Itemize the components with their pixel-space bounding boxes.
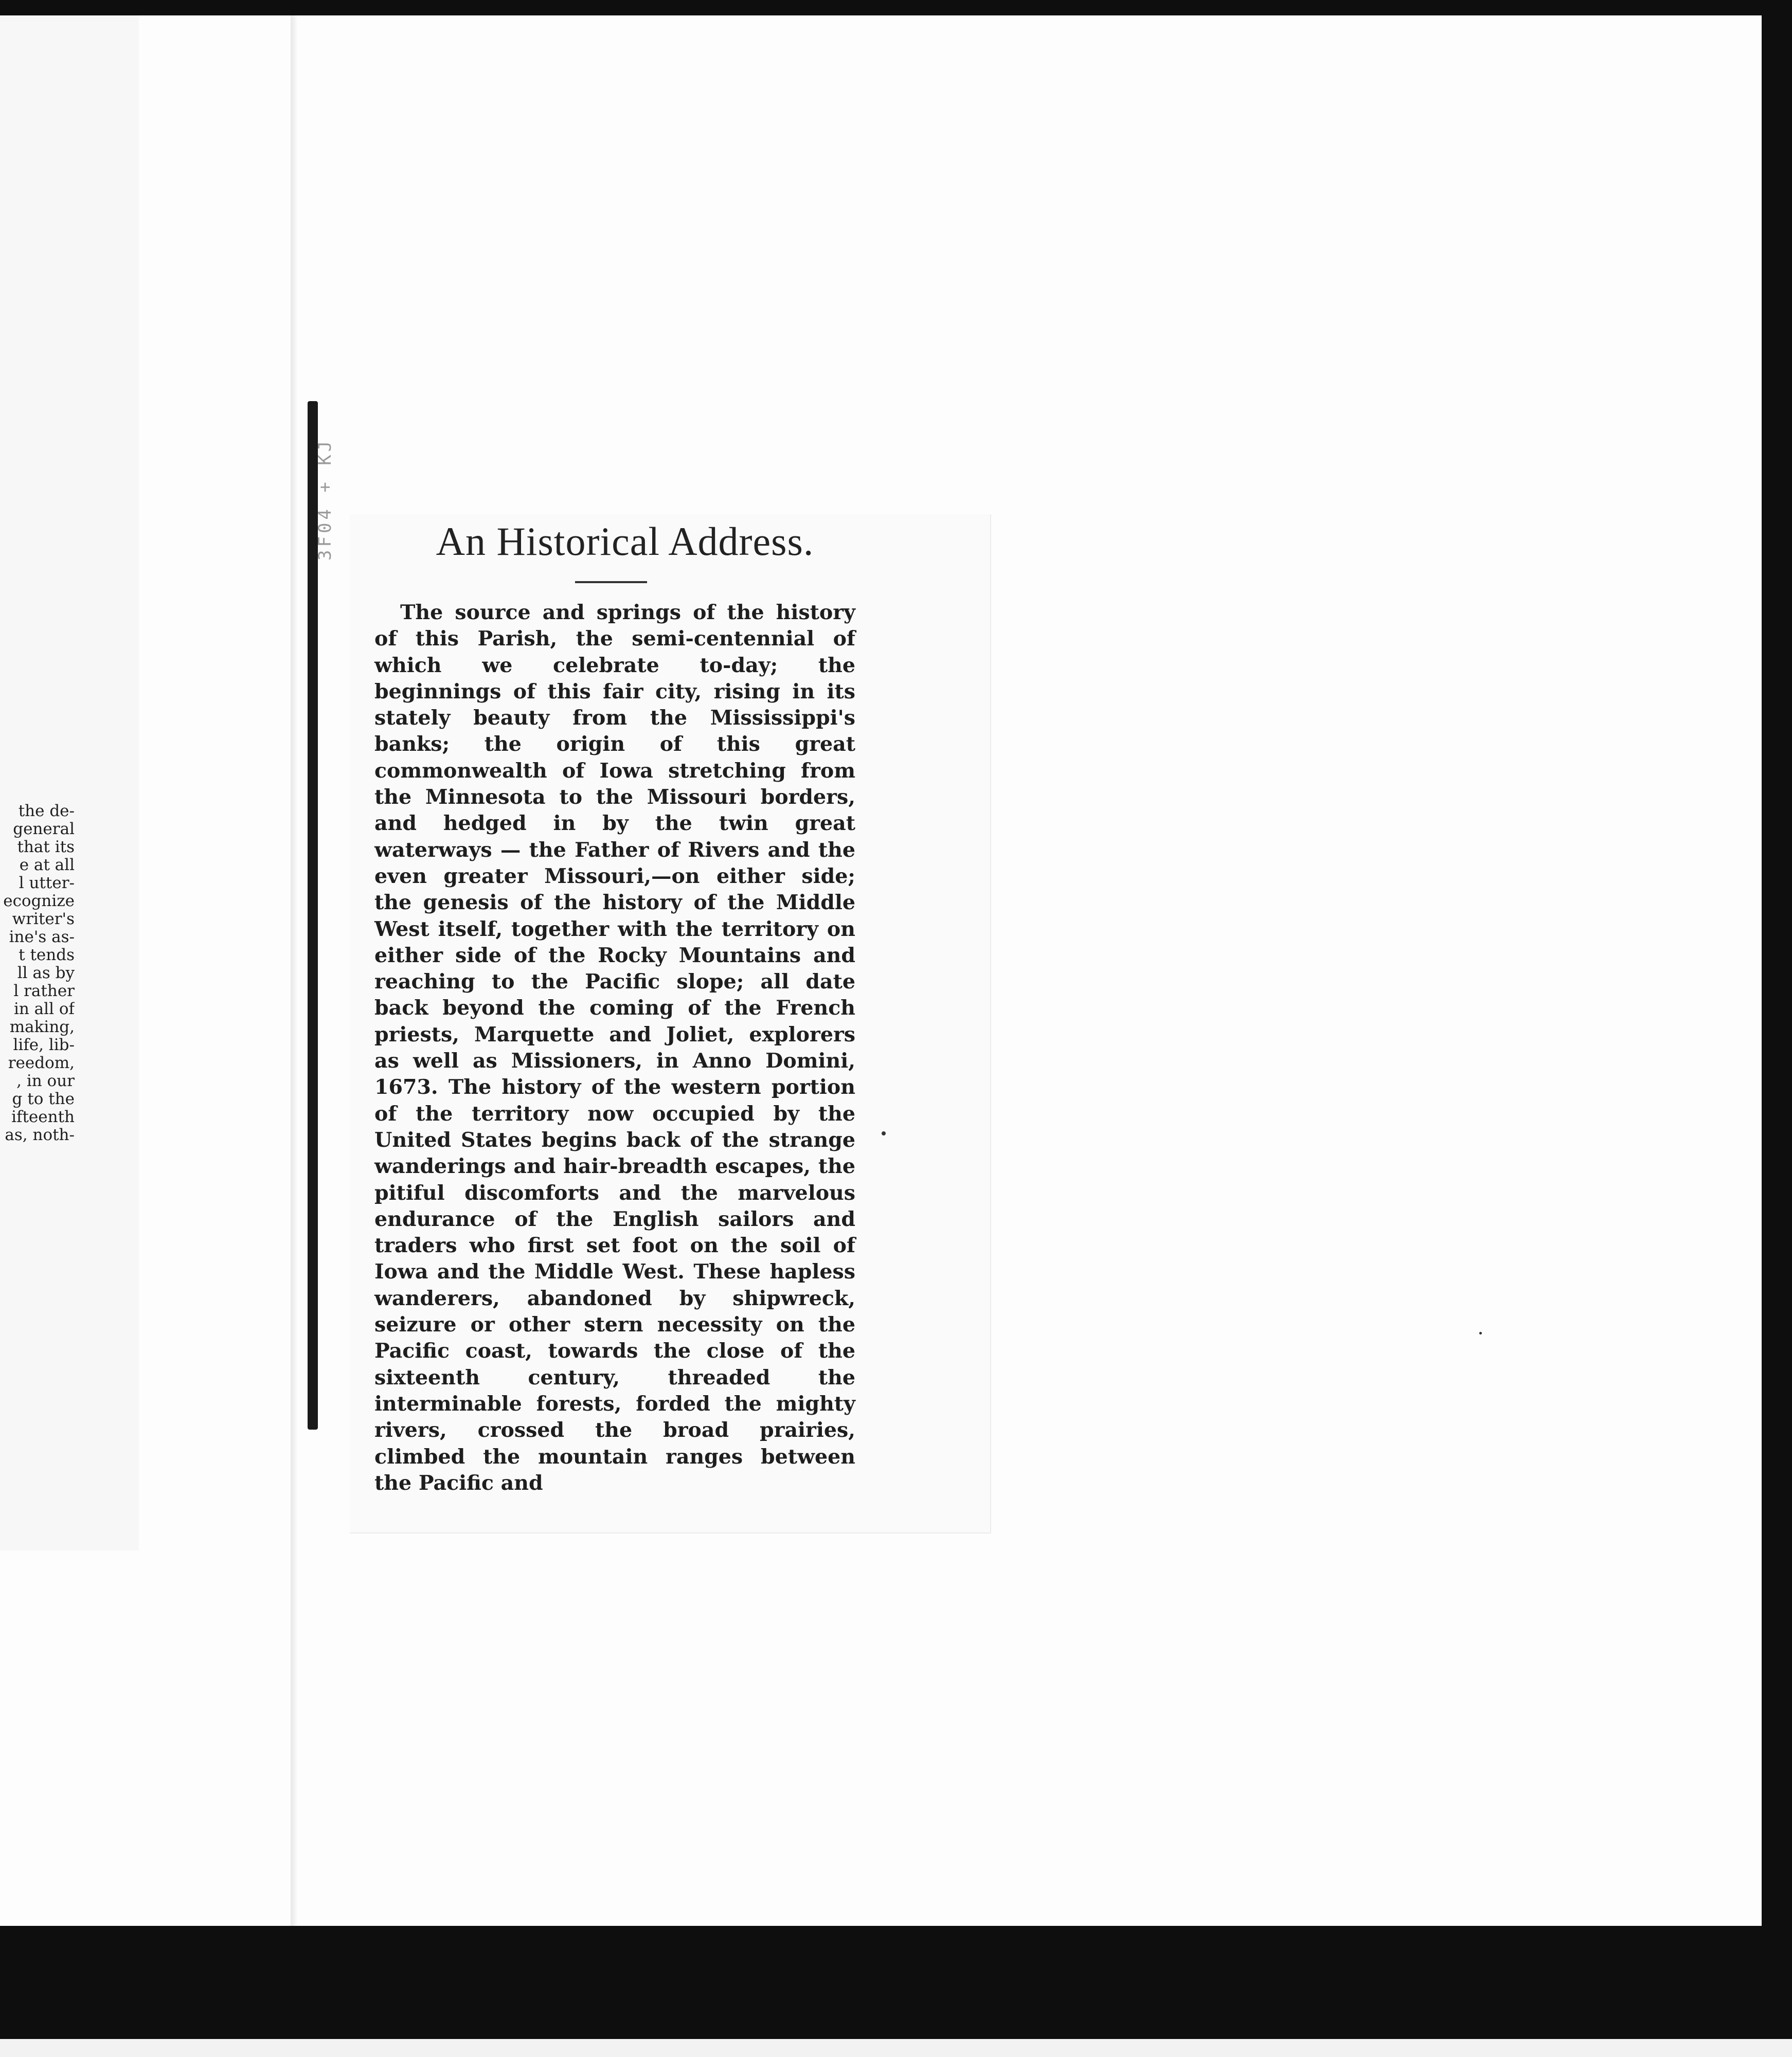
- text-line: as, noth-: [5, 1126, 75, 1144]
- text-line: general: [13, 820, 75, 838]
- next-page-strip: [0, 2039, 1792, 2057]
- previous-page-strip: [0, 15, 139, 1550]
- scan-bottom-border: [0, 1926, 1792, 2057]
- text-line: ifteenth: [11, 1108, 75, 1126]
- article-title: An Historical Address.: [436, 519, 814, 564]
- scan-speck: [1479, 1332, 1482, 1334]
- text-line: t tends: [19, 946, 75, 964]
- text-line: ll as by: [17, 964, 75, 982]
- scan-speck: [882, 1131, 886, 1135]
- text-line: writer's: [12, 910, 75, 928]
- text-line: ine's as-: [9, 928, 75, 946]
- text-line: e at all: [19, 856, 75, 874]
- text-line: in all of: [13, 1000, 75, 1018]
- title-rule: [575, 581, 647, 583]
- text-line: g to the: [12, 1090, 75, 1108]
- text-line: life, lib-: [13, 1036, 75, 1054]
- text-line: that its: [17, 838, 75, 856]
- text-line: l rather: [13, 982, 75, 1000]
- scan-right-border: [1762, 15, 1792, 1926]
- page-fold-shadow: [291, 15, 297, 1926]
- text-line: l utter-: [19, 874, 75, 892]
- previous-page-text-column: [0, 802, 75, 1144]
- text-line: ecognize: [3, 892, 75, 910]
- library-stamp: 3F04 + KJ: [315, 438, 335, 561]
- text-line: the de-: [18, 802, 75, 820]
- article-body: The source and springs of the history of this Parish, the semi-centennial of which we celebrate to-day; the beginnings of this fair city, rising in its stately beauty from the Mississippi's banks; the origin of this great commonwealth of Iowa stretching from the Minnesota to the Missouri borders, and hedged in by the twin great waterways — the Father of Rivers and the even greater Missouri,—on either side; the genesis of the history of the Middle West itself, together with the territory on either side of the Rocky Mountains and reaching to the Pacific slope; all date back beyond the coming of the French priests, Marquette and Joliet, explorers as well as Missioners, in Anno Domini, 1673. The history of the western portion of the territory now occupied by the United States begins back of the strange wanderings and hair-breadth escapes, the pitiful discomforts and the marvelous endurance of the English sailors and traders who first set foot on the soil of Iowa and the Middle West. These hapless wanderers, abandoned by shipwreck, seizure or other stern necessity on the Pacific coast, towards the close of the sixteenth century, threaded the interminable forests, forded the mighty rivers, crossed the broad prairies, climbed the mountain ranges between the Pacific and: [374, 601, 855, 1495]
- text-line: making,: [9, 1018, 75, 1036]
- text-line: reedom,: [8, 1054, 75, 1072]
- text-line: , in our: [16, 1072, 75, 1090]
